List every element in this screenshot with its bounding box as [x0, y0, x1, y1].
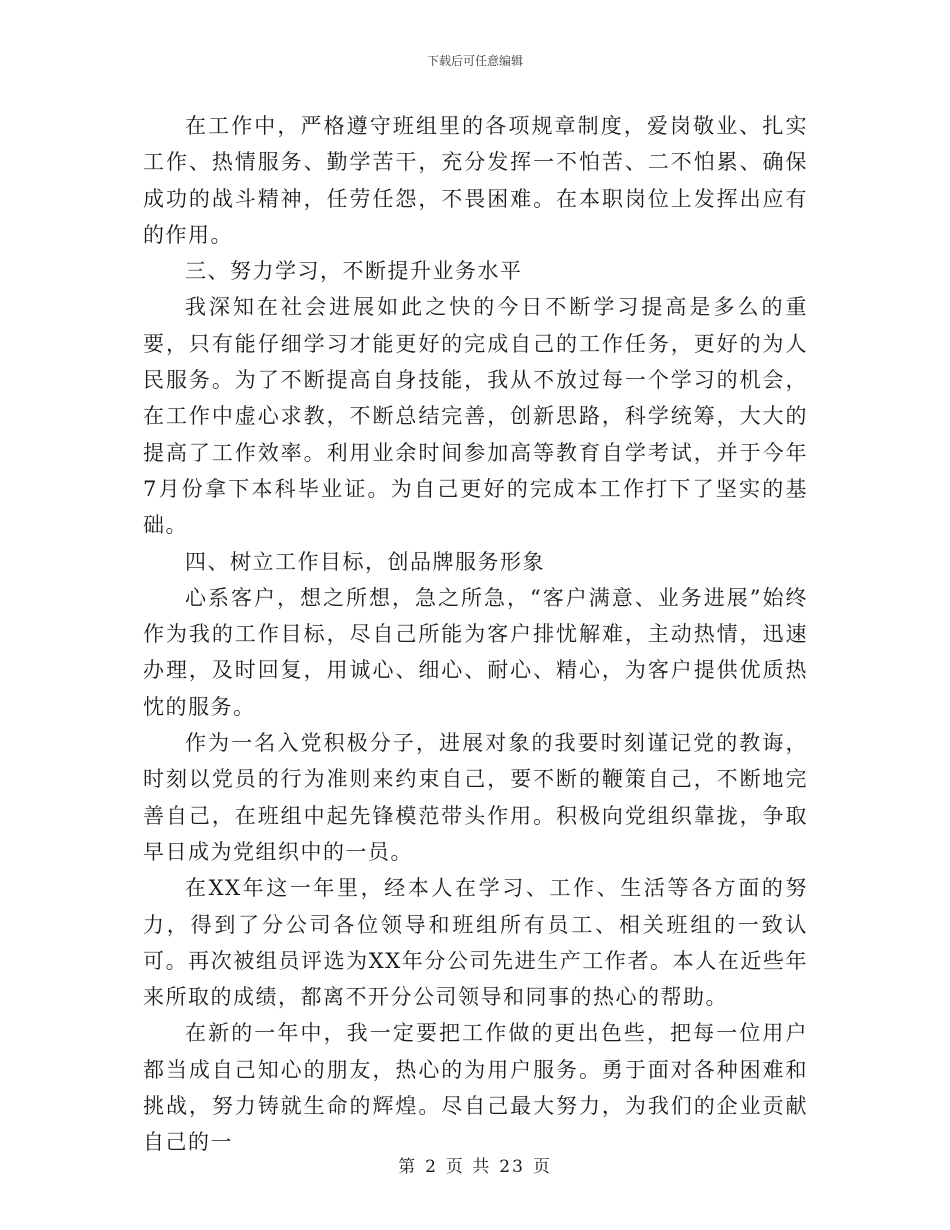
paragraph-year-review: 在XX年这一年里，经本人在学习、工作、生活等各方面的努力，得到了分公司各位领导和班组所有员工、相关班组的一致认可。再次被组员评选为XX年分公司先进生产工作者。本人在近些年来所取的成绩，都离不开分公司领导和同事的热心的帮助。 — [143, 876, 808, 1010]
page-header-note: 下载后可任意编辑 — [426, 54, 523, 68]
paragraph-customers: 心系客户，想之所想，急之所急，“客户满意、业务进展”始终作为我的工作目标，尽自己所能为客户排忧解难，主动热情，迅速办理，及时回复，用诚心、细心、耐心、精心，为客户提供优质热忱的服务。 — [143, 585, 808, 719]
page-footer — [0, 1152, 950, 1177]
paragraph-work-discipline: 在工作中，严格遵守班组里的各项规章制度，爱岗敬业、扎实工作、热情服务、勤学苦干，充分发挥一不怕苦、二不怕累、确保成功的战斗精神，任劳任怨，不畏困难。在本职岗位上发挥出应有的作用。 — [143, 114, 808, 247]
footer-total-pages: 23 — [499, 1157, 525, 1177]
paragraph-party: 作为一名入党积极分子，进展对象的我要时刻谨记党的教诲，时刻以党员的行为准则来约束自己，要不断的鞭策自己，不断地完善自己，在班组中起先锋模范带头作用。积极向党组织靠拢，争取早日成为党组织中的一员。 — [143, 731, 808, 864]
section-heading-study: 三、努力学习，不断提升业务水平 — [185, 259, 523, 284]
footer-suffix: 页 — [532, 1157, 552, 1177]
footer-prefix: 第 — [398, 1157, 418, 1177]
paragraph-new-year: 在新的一年中，我一定要把工作做的更出色些，把每一位用户都当成自己知心的朋友，热心的为用户服务。勇于面对各种困难和挑战，努力铸就生命的辉煌。尽自己最大努力，为我们的企业贡献自己的一 — [143, 1021, 808, 1155]
section-heading-goals: 四、树立工作目标，创品牌服务形象 — [185, 549, 545, 574]
footer-page-number: 2 — [425, 1157, 438, 1177]
document-body — [143, 108, 808, 1161]
footer-mid: 页 共 — [445, 1157, 492, 1177]
paragraph-study: 我深知在社会进展如此之快的今日不断学习提高是多么的重要，只有能仔细学习才能更好的完成自己的工作任务，更好的为人民服务。为了不断提高自身技能，我从不放过每一个学习的机会，在工作中虚心求教，不断总结完善，创新思路，科学统筹，大大的提高了工作效率。利用业余时间参加高等教育自学考试，并于今年7月份拿下本科毕业证。为自己更好的完成本工作打下了坚实的基础。 — [143, 295, 808, 538]
